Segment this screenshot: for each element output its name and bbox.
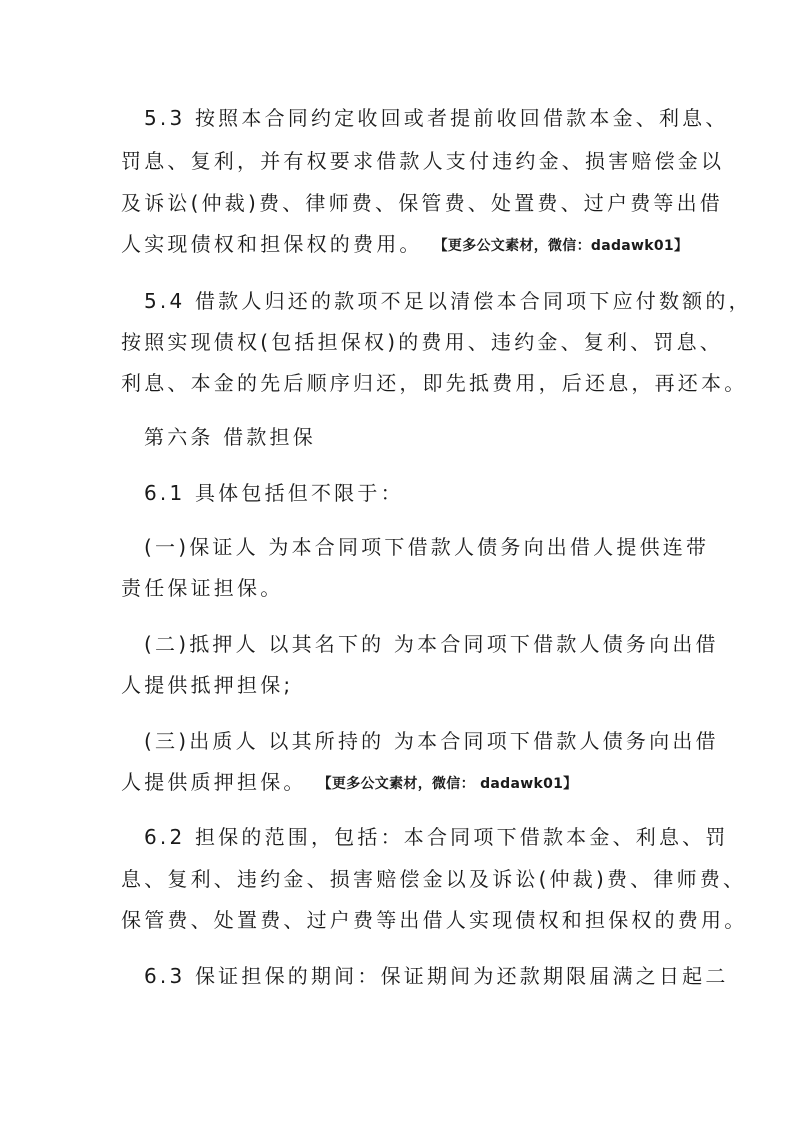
clause-5-3-line-3 [121, 191, 723, 215]
text: (一)保证人 为本合同项下借款人债务向出借人提供连带 [144, 535, 710, 559]
text: 责任保证担保。 [121, 576, 284, 600]
text: 6.2 担保的范围，包括：本合同项下借款本金、利息、罚 [144, 825, 729, 849]
clause-5-3-line-1 [144, 106, 729, 130]
item-2-line-1 [144, 632, 719, 656]
clause-6-2-line-2 [121, 867, 746, 891]
item-2-line-2 [121, 673, 293, 697]
text: 第六条 借款担保 [144, 425, 316, 449]
clause-5-4-line-1 [144, 289, 752, 313]
promo-note: 【更多公文素材，微信： dadawk01】 [324, 776, 578, 792]
clause-5-3-line-2 [121, 149, 724, 173]
text: 息、复利、违约金、损害赔偿金以及诉讼(仲裁)费、律师费、 [121, 867, 747, 891]
text: (三)出质人 以其所持的 为本合同项下借款人债务向出借 [144, 729, 719, 753]
clause-6-2-line-3 [121, 908, 747, 932]
clause-5-4-line-2 [121, 330, 723, 354]
text: 人实现债权和担保权的费用。 [121, 232, 423, 256]
text: 及诉讼(仲裁)费、律师费、保管费、处置费、过户费等出借 [121, 191, 724, 215]
clause-5-3-line-4 [121, 232, 688, 258]
promo-note: 【更多公文素材，微信：dadawk01】 [440, 238, 689, 254]
text: 5.3 按照本合同约定收回或者提前收回借款本金、利息、 [144, 106, 729, 130]
item-1-line-1 [144, 535, 709, 559]
text: 人提供抵押担保; [121, 673, 294, 697]
clause-6-1 [144, 481, 404, 505]
item-3-line-2 [121, 770, 577, 796]
text: 6.3 保证担保的期间：保证期间为还款期限届满之日起二 [144, 964, 729, 988]
item-1-line-2 [121, 576, 283, 600]
text: 利息、本金的先后顺序归还，即先抵费用，后还息，再还本。 [121, 371, 748, 395]
clause-6-2-line-1 [144, 825, 729, 849]
text: 5.4 借款人归还的款项不足以清偿本合同项下应付数额的， [144, 289, 752, 313]
text: 6.1 具体包括但不限于： [144, 481, 404, 505]
clause-5-4-line-3 [121, 371, 747, 395]
clause-6-3-line-1 [144, 964, 729, 988]
text: 罚息、复利，并有权要求借款人支付违约金、损害赔偿金以 [121, 149, 725, 173]
text: 人提供质押担保。 [121, 770, 307, 794]
article-6-heading [144, 425, 316, 449]
text: (二)抵押人 以其名下的 为本合同项下借款人债务向出借 [144, 632, 719, 656]
text: 按照实现债权(包括担保权)的费用、违约金、复利、罚息、 [121, 330, 724, 354]
item-3-line-1 [144, 729, 719, 753]
text: 保管费、处置费、过户费等出借人实现债权和担保权的费用。 [121, 908, 748, 932]
